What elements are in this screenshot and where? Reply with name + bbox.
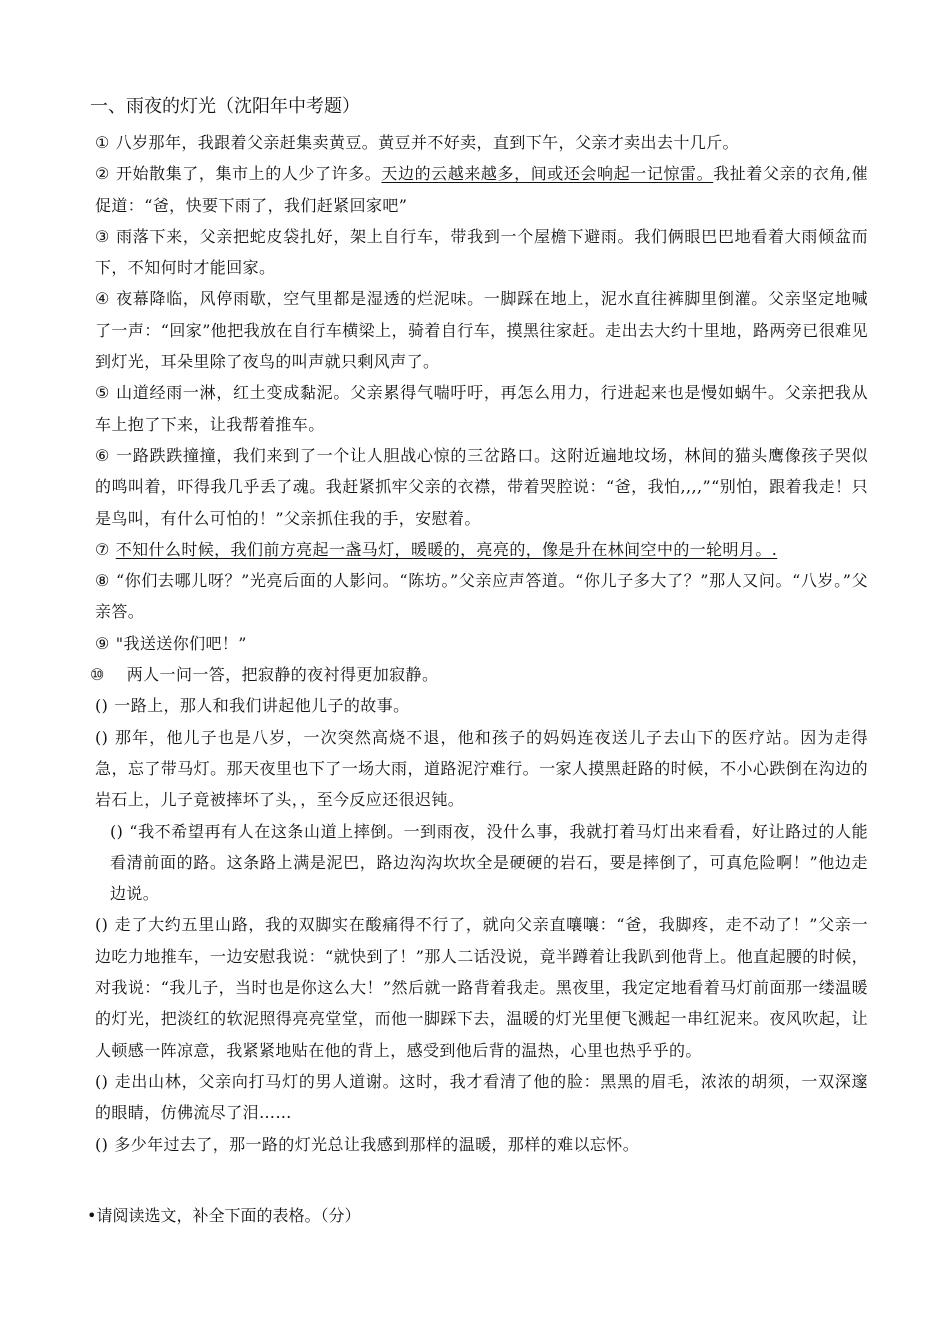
paragraph-text: 走了大约五里山路，我的双脚实在酸痛得不行了，就向父亲直嚷嚷：“爸，我脚疼，走不动了！”父亲一边吃力地推车，一边安慰我说：“就快到了！”那人二话没说，竟半蹲着让我趴到他背上。他直起腰的时候，对我说：“我儿子，当时也是你这么大！”然后就一路背着我走。黑夜里，我定定地看着马灯前面那一缕温暖的灯光，把淡红的软泥照得亮亮堂堂，而他一脚踩下去，温暖的灯光里便飞溅起一串红泥来。夜风吹起，让人顿感一阵凉意，我紧紧地贴在他的背上，感受到他后背的温热，心里也热乎乎的。: [95, 915, 868, 1060]
paragraph-2: [90, 158, 868, 221]
paragraph-number: (): [95, 696, 109, 716]
paragraph-number: ⑦: [95, 539, 110, 559]
paragraph-text: 八岁那年，我跟着父亲赶集卖黄豆。黄豆并不好卖，直到下午，父亲才卖出去十几斤。: [115, 133, 739, 152]
paragraph-text: 两人一问一答，把寂静的夜衬得更加寂静。: [126, 665, 439, 685]
paragraph-number: ⑨: [95, 633, 110, 653]
paragraph-number: ②: [95, 164, 110, 184]
paragraph-text: 一路上，那人和我们讲起他儿子的故事。: [114, 696, 410, 716]
paragraph-7: [90, 534, 868, 565]
paragraph-number: (): [110, 821, 124, 841]
paragraph-1: [90, 127, 868, 158]
paragraph-11: [90, 690, 868, 721]
underlined-sentence: 天边的云越来越多，间或还会响起一记惊雷。: [381, 164, 714, 184]
paragraph-15: [90, 1066, 868, 1129]
paragraph-number: ⑩: [90, 665, 105, 685]
paragraph-number: (): [95, 1071, 109, 1091]
passage-title: 一、雨夜的灯光（沈阳年中考题）: [90, 96, 360, 117]
paragraph-text: 一路跌跌撞撞，我们来到了一个让人胆战心惊的三岔路口。这附近遍地坟场，林间的猫头鹰像孩子哭似的鸣叫着，吓得我几乎丢了魂。我赶紧抓牢父亲的衣襟，带着哭腔说：“爸，我怕,,,,”“别怕，跟着我走！只是鸟叫，有什么可怕的！”父亲抓住我的手，安慰着。: [95, 445, 868, 528]
question-prompt: •请阅读选文，补全下面的表格。（分）: [87, 1206, 361, 1225]
paragraph-16: [90, 1129, 868, 1160]
paragraph-14: [90, 909, 868, 1065]
paragraph-number: ④: [95, 289, 111, 309]
paragraph-number: (): [95, 727, 109, 747]
paragraph-number: (): [95, 1134, 109, 1154]
paragraph-text: 那年，他儿子也是八岁，一次突然高烧不退，他和孩子的妈妈连夜送儿子去山下的医疗站。因为走得急，忘了带马灯。那天夜里也下了一场大雨，道路泥泞难行。一家人摸黑赶路的时候，不小心跌倒在沟边的岩石上，儿子竟被摔坏了头，，至今反应还很迟钝。: [95, 727, 868, 810]
paragraph-text: “你们去哪儿呀？”光亮后面的人影问。“陈坊。”父亲应声答道。“你儿子多大了？”那人又问。“八岁。”父亲答。: [95, 571, 868, 622]
paragraph-5: [90, 377, 868, 440]
paragraph-6: [90, 440, 868, 534]
paragraph-number: ①: [95, 133, 110, 152]
paragraph-text: 夜幕降临，风停雨歇，空气里都是湿透的烂泥味。一脚踩在地上，泥水直往裤脚里倒灌。父亲坚定地喊了一声：“回家”他把我放在自行车横梁上，骑着自行车，摸黑往家赶。走出去大约十里地，路两旁已很难见到灯光，耳朵里除了夜鸟的叫声就只剩风声了。: [95, 289, 868, 372]
paragraph-9: [90, 628, 868, 659]
paragraph-text: 雨落下来，父亲把蛇皮袋扎好，架上自行车，带我到一个屋檐下避雨。我们俩眼巴巴地看着大雨倾盆而下，不知何时才能回家。: [95, 226, 868, 278]
underlined-sentence: 不知什么时候，我们前方亮起一盏马灯，暖暖的，亮亮的，像是升在林间空中的一轮明月。.: [115, 539, 778, 559]
paragraph-text: “我不希望再有人在这条山道上摔倒。一到雨夜，没什么事，我就打着马灯出来看看，好让路过的人能看清前面的路。这条路上满是泥巴，路边沟沟坎坎全是硬硬的岩石，要是摔倒了，可真危险啊！”他边走边说。: [110, 821, 868, 904]
paragraph-number: ⑥: [95, 445, 111, 465]
paragraph-13: [90, 816, 868, 910]
paragraph-text: 多少年过去了，那一路的灯光总让我感到那样的温暖，那样的难以忘怀。: [114, 1134, 640, 1154]
paragraph-12: [90, 722, 868, 816]
paragraph-10: [90, 659, 868, 690]
paragraph-number: (): [95, 915, 109, 935]
paragraph-number: ⑧: [95, 571, 110, 591]
paragraph-3: [90, 221, 868, 284]
passage-body: [90, 127, 868, 1160]
paragraph-text: "我送送你们吧！”: [115, 633, 247, 653]
paragraph-text: 我扯着父亲的衣角,催促道：“爸，快要下雨了，我们赶紧回家吧”: [95, 164, 868, 215]
paragraph-text: 开始散集了，集市上的人少了许多。: [115, 164, 382, 184]
paragraph-4: [90, 283, 868, 377]
paragraph-number: ⑤: [95, 383, 111, 403]
paragraph-8: [90, 565, 868, 628]
paragraph-number: ③: [95, 226, 111, 246]
paragraph-text: 走出山林，父亲向打马灯的男人道谢。这时，我才看清了他的脸：黑黑的眉毛，浓浓的胡须，一双深邃的眼睛，仿佛流尽了泪……: [95, 1071, 868, 1123]
paragraph-text: 山道经雨一淋，红土变成黏泥。父亲累得气喘吁吁，再怎么用力，行进起来也是慢如蜗牛。父亲把我从车上抱了下来，让我帮着推车。: [95, 383, 868, 434]
